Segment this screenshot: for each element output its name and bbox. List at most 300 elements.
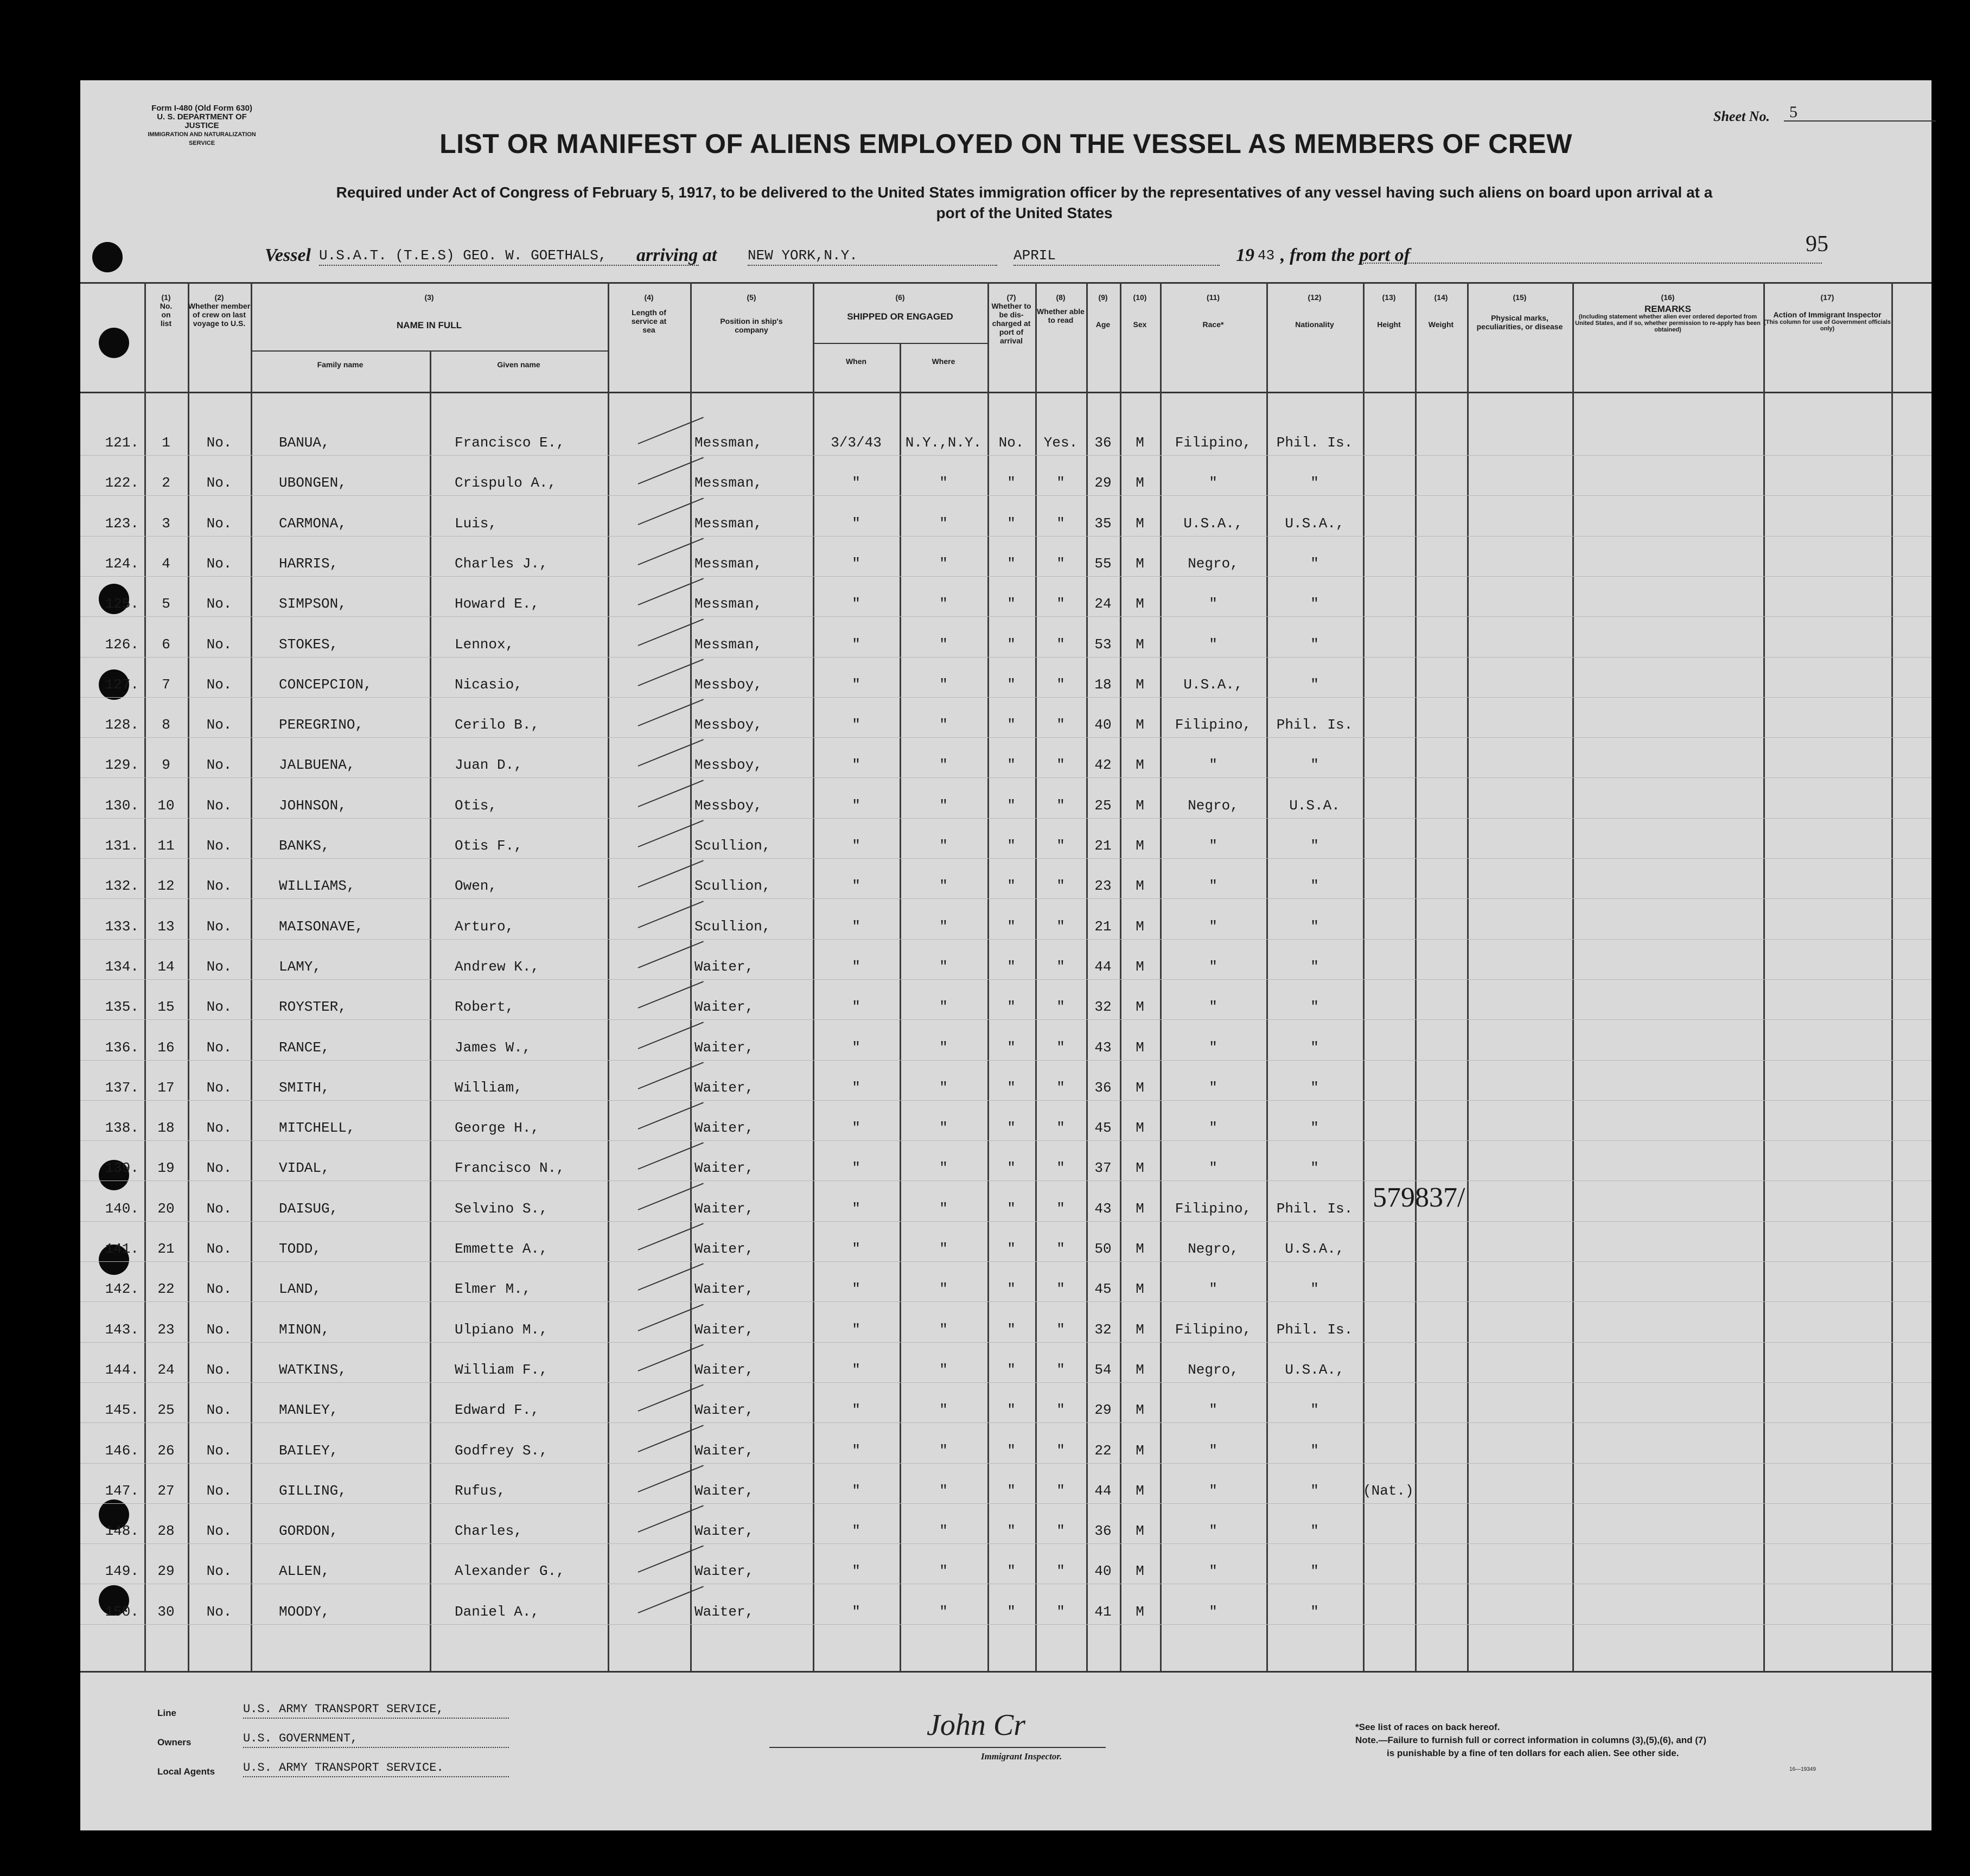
cell-line: 121. — [105, 435, 139, 451]
cell-nat: " — [1310, 959, 1319, 975]
cell-line: 135. — [105, 999, 139, 1015]
cell-where: " — [939, 1322, 948, 1338]
cell-read: " — [1056, 1604, 1065, 1620]
cell-family: ALLEN, — [279, 1563, 330, 1579]
cell-no: 18 — [157, 1120, 175, 1136]
cell-position: Waiter, — [694, 1120, 754, 1136]
cell-read: " — [1056, 878, 1065, 894]
cell-no: 1 — [162, 435, 170, 451]
cell-sex: M — [1136, 959, 1144, 975]
cell-nat: " — [1310, 999, 1319, 1015]
cell-disch: " — [1007, 1039, 1016, 1056]
cell-read: " — [1056, 959, 1065, 975]
service-check-mark — [638, 1183, 704, 1210]
col12-header: (12) Nationality — [1295, 293, 1334, 329]
shipped-split-rule — [813, 343, 987, 344]
cell-prev: No. — [206, 918, 232, 935]
cell-sex: M — [1136, 677, 1144, 693]
service-check-mark — [638, 1384, 704, 1412]
cell-given: Emmette A., — [455, 1241, 548, 1257]
cell-prev: No. — [206, 1483, 232, 1499]
service-check-mark — [638, 457, 704, 484]
cell-where: " — [939, 1483, 948, 1499]
service-check-mark — [638, 1304, 704, 1331]
row-rule — [80, 1543, 1931, 1544]
cell-nat: " — [1310, 1604, 1319, 1620]
cell-family: WATKINS, — [279, 1362, 347, 1378]
row-rule — [80, 1140, 1931, 1141]
row-rule — [80, 1382, 1931, 1383]
cell-no: 6 — [162, 636, 170, 653]
row-rule — [80, 979, 1931, 980]
cell-family: SIMPSON, — [279, 596, 347, 612]
cell-when: " — [852, 959, 860, 975]
cell-nat: Phil. Is. — [1276, 1201, 1353, 1217]
row-rule — [80, 657, 1931, 658]
cell-prev: No. — [206, 515, 232, 532]
cell-given: Cerilo B., — [455, 717, 540, 733]
cell-given: George H., — [455, 1120, 540, 1136]
cell-line: 148. — [105, 1523, 139, 1539]
table-top-rule — [80, 282, 1931, 284]
cell-no: 16 — [157, 1039, 175, 1056]
cell-given: Crispulo A., — [455, 475, 557, 491]
row-rule — [80, 1060, 1931, 1061]
cell-no: 27 — [157, 1483, 175, 1499]
cell-nat: " — [1310, 1402, 1319, 1418]
cell-nat: " — [1310, 1483, 1319, 1499]
col13-header: (13) Height — [1377, 293, 1401, 329]
cell-line: 131. — [105, 838, 139, 854]
cell-family: CONCEPCION, — [279, 677, 372, 693]
cell-disch: " — [1007, 1563, 1016, 1579]
col1-header: (1) No. on list — [160, 293, 173, 328]
cell-where: " — [939, 1039, 948, 1056]
inspector-signature: John Cr — [927, 1708, 1025, 1742]
cell-disch: " — [1007, 1160, 1016, 1176]
cell-family: MOODY, — [279, 1604, 330, 1620]
service-check-mark — [638, 1142, 704, 1170]
cell-line: 137. — [105, 1080, 139, 1096]
cell-sex: M — [1136, 556, 1144, 572]
cell-race: " — [1209, 1160, 1217, 1176]
cell-where: " — [939, 677, 948, 693]
cell-age: 53 — [1094, 636, 1112, 653]
cell-line: 140. — [105, 1201, 139, 1217]
cell-position: Messboy, — [694, 757, 762, 773]
cell-race: " — [1209, 1281, 1217, 1297]
cell-nat: " — [1310, 1281, 1319, 1297]
sheet-number: 5 — [1784, 103, 1936, 122]
cell-family: MANLEY, — [279, 1402, 339, 1418]
cell-when: " — [852, 1402, 860, 1418]
col17-header: (17) Action of Immigrant Inspector (This column for use of Government officials only) — [1763, 293, 1891, 332]
cell-sex: M — [1136, 1443, 1144, 1459]
cell-no: 8 — [162, 717, 170, 733]
cell-no: 14 — [157, 959, 175, 975]
when-header: When — [845, 357, 867, 366]
row-rule — [80, 697, 1931, 698]
cell-given: Arturo, — [455, 918, 514, 935]
fine-note-2: is punishable by a fine of ten dollars for each alien. See other side. — [1387, 1748, 1679, 1758]
cell-read: " — [1056, 1241, 1065, 1257]
cell-where: " — [939, 596, 948, 612]
cell-family: MINON, — [279, 1322, 330, 1338]
cell-family: UBONGEN, — [279, 475, 347, 491]
service-check-mark — [638, 780, 704, 807]
cell-when: " — [852, 1241, 860, 1257]
cell-sex: M — [1136, 1563, 1144, 1579]
cell-no: 4 — [162, 556, 170, 572]
cell-when: " — [852, 878, 860, 894]
cell-family: LAND, — [279, 1281, 322, 1297]
agents-value: U.S. ARMY TRANSPORT SERVICE. — [243, 1761, 509, 1777]
cell-disch: " — [1007, 1120, 1016, 1136]
cell-sex: M — [1136, 596, 1144, 612]
cell-no: 29 — [157, 1563, 175, 1579]
cell-line: 145. — [105, 1402, 139, 1418]
col4-header: (4) Length of service at sea — [631, 293, 667, 334]
agents-label: Local Agents — [157, 1766, 215, 1777]
cell-family: HARRIS, — [279, 556, 339, 572]
signature-line — [769, 1747, 1106, 1748]
cell-race: " — [1209, 918, 1217, 935]
cell-sex: M — [1136, 1160, 1144, 1176]
cell-age: 24 — [1094, 596, 1112, 612]
cell-sex: M — [1136, 515, 1144, 532]
cell-no: 23 — [157, 1322, 175, 1338]
cell-position: Messboy, — [694, 717, 762, 733]
cell-no: 19 — [157, 1160, 175, 1176]
cell-age: 54 — [1094, 1362, 1112, 1378]
column-rule — [251, 282, 252, 1671]
cell-position: Messman, — [694, 596, 762, 612]
cell-race: " — [1209, 596, 1217, 612]
cell-nat: U.S.A., — [1285, 1362, 1344, 1378]
row-rule — [80, 536, 1931, 537]
cell-age: 43 — [1094, 1039, 1112, 1056]
cell-given: Otis F., — [455, 838, 522, 854]
column-rule — [1572, 282, 1574, 1671]
cell-sex: M — [1136, 1201, 1144, 1217]
cell-line: 123. — [105, 515, 139, 532]
cell-position: Waiter, — [694, 1322, 754, 1338]
cell-disch: " — [1007, 838, 1016, 854]
cell-no: 10 — [157, 797, 175, 814]
column-rule — [608, 282, 609, 1671]
cell-disch: " — [1007, 475, 1016, 491]
row-rule — [80, 1261, 1931, 1262]
cell-disch: " — [1007, 596, 1016, 612]
cell-prev: No. — [206, 1402, 232, 1418]
punch-hole — [92, 242, 123, 272]
cell-sex: M — [1136, 797, 1144, 814]
cell-disch: " — [1007, 757, 1016, 773]
punch-hole — [99, 328, 129, 358]
cell-family: SMITH, — [279, 1080, 330, 1096]
cell-where: N.Y.,N.Y. — [905, 435, 982, 451]
column-rule — [1763, 282, 1765, 1671]
col3-header: (3) NAME IN FULL — [397, 293, 462, 330]
service-check-mark — [638, 941, 704, 968]
races-note: *See list of races on back hereof. — [1355, 1722, 1500, 1732]
cell-line: 142. — [105, 1281, 139, 1297]
cell-nat: U.S.A., — [1285, 515, 1344, 532]
cell-given: Francisco N., — [455, 1160, 565, 1176]
cell-where: " — [939, 1241, 948, 1257]
cell-nat: " — [1310, 878, 1319, 894]
cell-given: Andrew K., — [455, 959, 540, 975]
cell-when: " — [852, 677, 860, 693]
col16-header: (16) REMARKS (Including statement whether alien ever ordered deported from United States, and if so, whether permission to re-apply has been obtained) — [1575, 293, 1761, 333]
cell-position: Messman, — [694, 435, 762, 451]
form-code: 16—19349 — [1789, 1766, 1816, 1772]
cell-where: " — [939, 1281, 948, 1297]
cell-when: " — [852, 757, 860, 773]
cell-nat: " — [1310, 1039, 1319, 1056]
cell-no: 21 — [157, 1241, 175, 1257]
cell-prev: No. — [206, 596, 232, 612]
where-header: Where — [932, 357, 955, 366]
cell-given: Francisco E., — [455, 435, 565, 451]
cell-nat: " — [1310, 757, 1319, 773]
cell-sex: M — [1136, 435, 1144, 451]
cell-family: JALBUENA, — [279, 757, 355, 773]
row-rule — [80, 495, 1931, 496]
cell-disch: " — [1007, 1604, 1016, 1620]
year-suffix: 43 — [1258, 247, 1275, 264]
column-rule — [1467, 282, 1469, 1671]
service-check-mark — [638, 578, 704, 605]
cell-read: " — [1056, 475, 1065, 491]
service-check-mark — [638, 417, 704, 444]
cell-position: Waiter, — [694, 1362, 754, 1378]
cell-family: MITCHELL, — [279, 1120, 355, 1136]
cell-where: " — [939, 1402, 948, 1418]
owners-label: Owners — [157, 1737, 192, 1747]
cell-race: " — [1209, 959, 1217, 975]
row-rule — [80, 939, 1931, 940]
cell-position: Waiter, — [694, 1443, 754, 1459]
cell-disch: " — [1007, 1201, 1016, 1217]
cell-read: " — [1056, 556, 1065, 572]
cell-line: 149. — [105, 1563, 139, 1579]
cell-age: 21 — [1094, 918, 1112, 935]
col11-header: (11) Race* — [1202, 293, 1224, 329]
cell-family: JOHNSON, — [279, 797, 347, 814]
cell-where: " — [939, 1443, 948, 1459]
cell-read: " — [1056, 636, 1065, 653]
row-rule — [80, 1019, 1931, 1020]
cell-disch: " — [1007, 515, 1016, 532]
cell-sex: M — [1136, 918, 1144, 935]
cell-nat: " — [1310, 1160, 1319, 1176]
cell-read: " — [1056, 918, 1065, 935]
cell-when: " — [852, 1080, 860, 1096]
cell-prev: No. — [206, 1281, 232, 1297]
service-check-mark — [638, 1022, 704, 1049]
cell-where: " — [939, 717, 948, 733]
cell-age: 32 — [1094, 999, 1112, 1015]
cell-when: " — [852, 838, 860, 854]
cell-read: Yes. — [1043, 435, 1078, 451]
cell-race: " — [1209, 1563, 1217, 1579]
service-check-mark — [638, 1425, 704, 1452]
cell-sex: M — [1136, 1402, 1144, 1418]
arrival-month: APRIL — [1013, 247, 1220, 266]
cell-prev: No. — [206, 636, 232, 653]
cell-when: " — [852, 1483, 860, 1499]
cell-position: Messman, — [694, 556, 762, 572]
cell-position: Scullion, — [694, 838, 771, 854]
cell-line: 136. — [105, 1039, 139, 1056]
cell-age: 36 — [1094, 1523, 1112, 1539]
cell-read: " — [1056, 797, 1065, 814]
row-rule — [80, 1301, 1931, 1302]
service-check-mark — [638, 1505, 704, 1533]
cell-family: GILLING, — [279, 1483, 347, 1499]
cell-disch: " — [1007, 878, 1016, 894]
cell-position: Scullion, — [694, 918, 771, 935]
family-name-header: Family name — [317, 360, 364, 369]
cell-line: 122. — [105, 475, 139, 491]
cell-nat: Phil. Is. — [1276, 435, 1353, 451]
arriving-port: NEW YORK,N.Y. — [748, 247, 997, 266]
name-split-rule — [251, 350, 608, 352]
cell-when: " — [852, 1039, 860, 1056]
fine-note: Note.—Failure to furnish full or correct information in columns (3),(5),(6), and (7) — [1355, 1735, 1706, 1745]
row-rule — [80, 858, 1931, 859]
cell-prev: No. — [206, 1241, 232, 1257]
cell-sex: M — [1136, 1241, 1144, 1257]
cell-prev: No. — [206, 1443, 232, 1459]
vessel-name: U.S.A.T. (T.E.S) GEO. W. GOETHALS, — [319, 247, 699, 266]
cell-no: 9 — [162, 757, 170, 773]
cell-where: " — [939, 797, 948, 814]
cell-position: Messman, — [694, 515, 762, 532]
sheet-label: Sheet No. — [1713, 109, 1770, 124]
line-value: U.S. ARMY TRANSPORT SERVICE, — [243, 1702, 509, 1719]
cell-nat: " — [1310, 596, 1319, 612]
cell-line: 132. — [105, 878, 139, 894]
cell-where: " — [939, 1201, 948, 1217]
cell-sex: M — [1136, 1080, 1144, 1096]
cell-nat: " — [1310, 1443, 1319, 1459]
service-check-mark — [638, 1344, 704, 1371]
cell-line: 141. — [105, 1241, 139, 1257]
cell-given: Godfrey S., — [455, 1443, 548, 1459]
row-rule — [80, 1221, 1931, 1222]
cell-line: 147. — [105, 1483, 139, 1499]
cell-line: 143. — [105, 1322, 139, 1338]
cell-family: DAISUG, — [279, 1201, 339, 1217]
cell-sex: M — [1136, 1322, 1144, 1338]
row-rule — [80, 1342, 1931, 1343]
cell-position: Waiter, — [694, 1402, 754, 1418]
cell-race: " — [1209, 1523, 1217, 1539]
cell-prev: No. — [206, 1362, 232, 1378]
service-check-mark — [638, 659, 704, 686]
cell-race: Filipino, — [1175, 435, 1252, 451]
col9-header: (9) Age — [1095, 293, 1111, 329]
row-rule — [80, 1463, 1931, 1464]
cell-disch: " — [1007, 556, 1016, 572]
cell-where: " — [939, 1604, 948, 1620]
cell-disch: " — [1007, 1402, 1016, 1418]
cell-age: 21 — [1094, 838, 1112, 854]
cell-age: 35 — [1094, 515, 1112, 532]
cell-given: Robert, — [455, 999, 514, 1015]
cell-when: " — [852, 1120, 860, 1136]
cell-given: Nicasio, — [455, 677, 522, 693]
cell-prev: No. — [206, 1080, 232, 1096]
cell-family: PEREGRINO, — [279, 717, 364, 733]
service-check-mark — [638, 618, 704, 646]
cell-age: 44 — [1094, 959, 1112, 975]
cell-read: " — [1056, 1483, 1065, 1499]
cell-prev: No. — [206, 1563, 232, 1579]
cell-where: " — [939, 556, 948, 572]
column-rule — [1891, 282, 1893, 1671]
cell-when: " — [852, 1160, 860, 1176]
cell-nat: " — [1310, 677, 1319, 693]
cell-age: 22 — [1094, 1443, 1112, 1459]
cell-age: 42 — [1094, 757, 1112, 773]
cell-family: LAMY, — [279, 959, 322, 975]
service-check-mark — [638, 1545, 704, 1573]
cell-race: " — [1209, 475, 1217, 491]
row-rule — [80, 1503, 1931, 1504]
cell-line: 125. — [105, 596, 139, 612]
cell-nat: U.S.A., — [1285, 1241, 1344, 1257]
row-rule — [80, 576, 1931, 577]
cell-race: " — [1209, 1483, 1217, 1499]
cell-sex: M — [1136, 1362, 1144, 1378]
col7-header: (7) Whether to be dis-charged at port of arrival — [991, 293, 1031, 345]
subtitle-line-1: Required under Act of Congress of February 5, 1917, to be delivered to the United States immigration officer by the representatives of any vessel having such aliens on board upon arrival at a — [336, 184, 1713, 201]
cell-family: BANUA, — [279, 435, 330, 451]
cell-when: " — [852, 1523, 860, 1539]
cell-age: 25 — [1094, 797, 1112, 814]
cell-prev: No. — [206, 1120, 232, 1136]
header-bottom-rule — [80, 392, 1931, 393]
cell-sex: M — [1136, 1604, 1144, 1620]
cell-given: Selvino S., — [455, 1201, 548, 1217]
col10-header: (10) Sex — [1133, 293, 1147, 329]
service-check-mark — [638, 1102, 704, 1130]
cell-age: 40 — [1094, 717, 1112, 733]
cell-sex: M — [1136, 1523, 1144, 1539]
cell-age: 29 — [1094, 475, 1112, 491]
cell-age: 45 — [1094, 1120, 1112, 1136]
cell-family: TODD, — [279, 1241, 322, 1257]
cell-disch: " — [1007, 717, 1016, 733]
cell-race: " — [1209, 1080, 1217, 1096]
cell-nat: " — [1310, 1120, 1319, 1136]
column-rule — [430, 350, 431, 1671]
cell-sex: M — [1136, 1281, 1144, 1297]
arriving-label: arriving at — [636, 245, 717, 265]
department: U. S. DEPARTMENT OF JUSTICE — [157, 112, 247, 130]
col8-header: (8) Whether able to read — [1037, 293, 1085, 324]
cell-position: Messman, — [694, 636, 762, 653]
cell-when: " — [852, 1604, 860, 1620]
cell-line: 138. — [105, 1120, 139, 1136]
cell-line: 150. — [105, 1604, 139, 1620]
cell-position: Waiter, — [694, 1281, 754, 1297]
owners-value: U.S. GOVERNMENT, — [243, 1732, 509, 1748]
cell-when: " — [852, 1362, 860, 1378]
